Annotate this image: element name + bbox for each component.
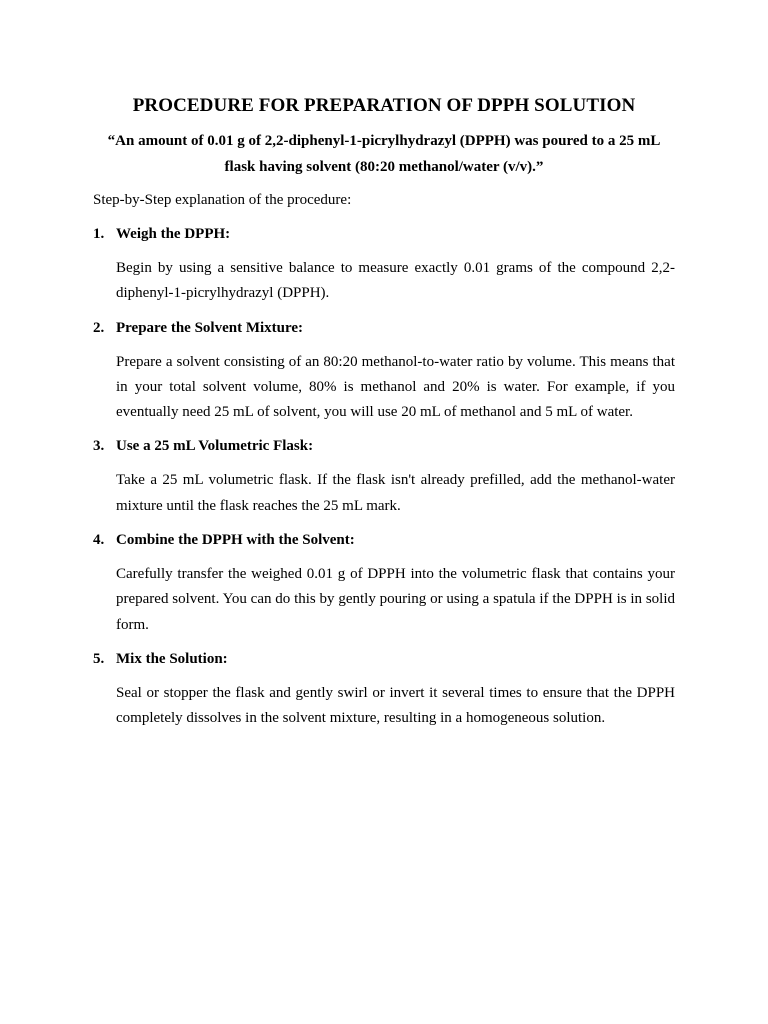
procedure-quote: “An amount of 0.01 g of 2,2-diphenyl-1-picrylhydrazyl (DPPH) was poured to a 25 mL flask having solvent (80:20 methanol/water (v/v).”	[107, 133, 661, 175]
step-body: Seal or stopper the flask and gently swirl or invert it several times to ensure that the DPPH completely dissolves in the solvent mixture, resulting in a homogeneous solution.	[116, 684, 675, 727]
step-item	[93, 649, 675, 732]
step-heading-row	[93, 436, 675, 456]
step-body: Take a 25 mL volumetric flask. If the flask isn't already prefilled, add the methanol-water mixture until the flask reaches the 25 mL mark.	[116, 472, 675, 514]
step-heading-row	[93, 224, 675, 244]
step-item	[93, 318, 675, 426]
step-heading-row	[93, 649, 675, 669]
step-number: 5.	[93, 650, 105, 667]
step-heading: Weigh the DPPH:	[116, 226, 231, 242]
step-heading-row	[93, 318, 675, 338]
step-item	[93, 224, 675, 307]
intro-text: Step-by-Step explanation of the procedure:	[93, 192, 352, 208]
step-body: Prepare a solvent consisting of an 80:20 methanol-to-water ratio by volume. This means that in your total solvent volume, 80% is methanol and 20% is water. For example, if you eventually need 25 mL of solvent, you will use 20 mL of methanol and 5 mL of water.	[116, 353, 675, 421]
step-item	[93, 436, 675, 519]
step-number: 4.	[93, 532, 105, 549]
step-heading-row	[93, 530, 675, 550]
step-body: Begin by using a sensitive balance to measure exactly 0.01 grams of the compound 2,2-diphenyl-1-picrylhydrazyl (DPPH).	[116, 260, 675, 302]
step-heading: Mix the Solution:	[116, 650, 228, 667]
step-heading: Prepare the Solvent Mixture:	[116, 319, 304, 336]
step-number: 2.	[93, 319, 105, 336]
step-number: 3.	[93, 438, 105, 455]
step-heading: Combine the DPPH with the Solvent:	[116, 532, 355, 549]
step-item	[93, 530, 675, 638]
steps-list	[93, 224, 675, 732]
step-heading: Use a 25 mL Volumetric Flask:	[116, 438, 314, 455]
document-title: PROCEDURE FOR PREPARATION OF DPPH SOLUTION	[132, 95, 636, 116]
step-body: Carefully transfer the weighed 0.01 g of DPPH into the volumetric flask that contains your prepared solvent. You can do this by gently pouring or using a spatula if the DPPH is in solid form.	[116, 566, 675, 633]
step-number: 1.	[93, 226, 105, 242]
